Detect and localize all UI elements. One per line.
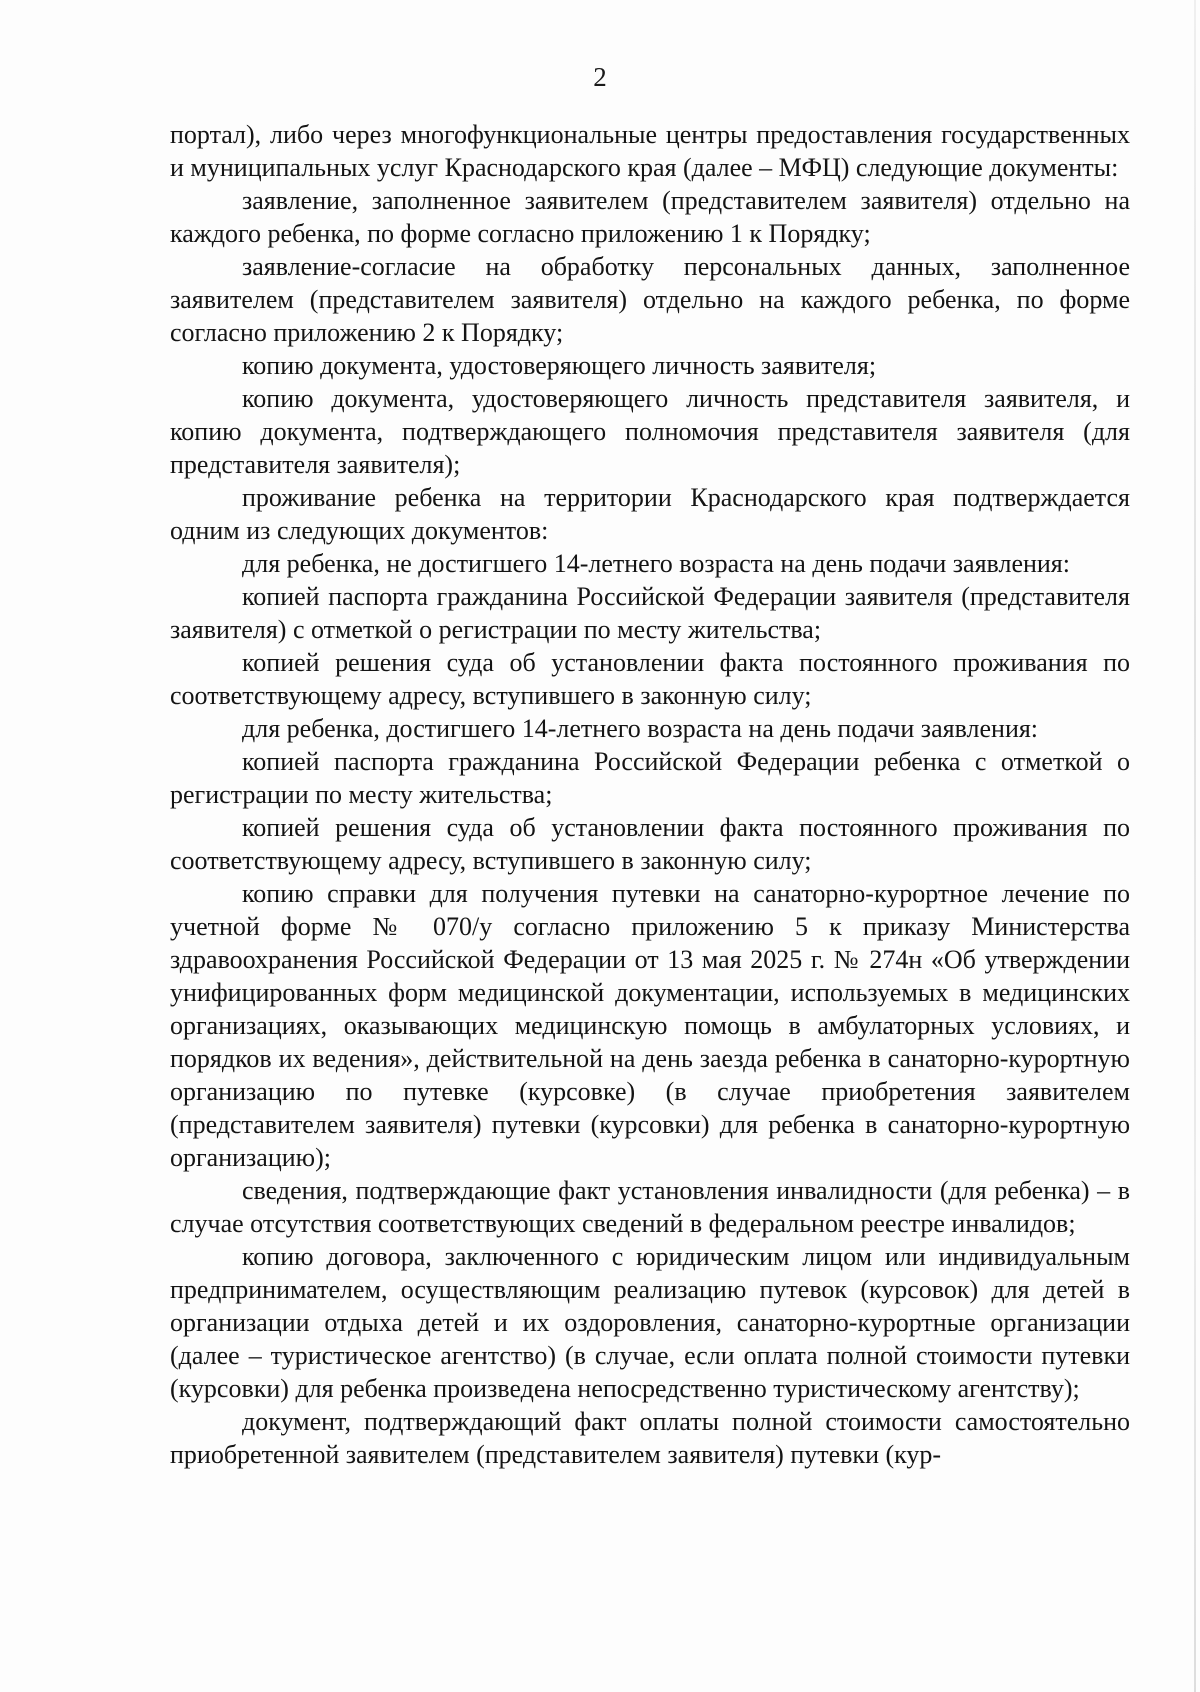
paragraph: копию договора, заключенного с юридическим лицом или индивидуальным предпринимателем, осуществляющим реализацию путевок (курсовок) для детей в организации отдыха детей и их оздоровления, санаторно-курортные организации (далее – туристическое агентство) (в случае, если оплата полной стоимости путевки (курсовки) для ребенка произведена непосредственно туристическому агентству); (170, 1242, 1130, 1403)
paragraph: портал), либо через многофункциональные центры предоставления государственных и муниципальных услуг Краснодарского края (далее – МФЦ) следующие документы: (170, 120, 1130, 182)
paragraph: проживание ребенка на территории Краснодарского края подтверждается одним из следующих документов: (170, 483, 1130, 545)
paragraph: заявление-согласие на обработку персональных данных, заполненное заявителем (представителем заявителя) отдельно на каждого ребенка, по форме согласно приложению 2 к Порядку; (170, 252, 1130, 347)
paragraph: копию документа, удостоверяющего личность представителя заявителя, и копию документа, подтверждающего полномочия представителя заявителя (для представителя заявителя); (170, 384, 1130, 479)
paragraph: сведения, подтверждающие факт установления инвалидности (для ребенка) – в случае отсутствия соответствующих сведений в федеральном реестре инвалидов; (170, 1176, 1130, 1238)
paragraph: копией паспорта гражданина Российской Федерации заявителя (представителя заявителя) с отметкой о регистрации по месту жительства; (170, 582, 1130, 644)
page-number: 2 (593, 62, 607, 92)
paragraph: заявление, заполненное заявителем (представителем заявителя) отдельно на каждого ребенка, по форме согласно приложению 1 к Порядку; (170, 186, 1130, 248)
paragraph: копией паспорта гражданина Российской Федерации ребенка с отметкой о регистрации по месту жительства; (170, 747, 1130, 809)
scan-edge-line (1194, 0, 1196, 1692)
paragraph: для ребенка, не достигшего 14-летнего возраста на день подачи заявления: (242, 549, 1070, 578)
paragraph: документ, подтверждающий факт оплаты полной стоимости самостоятельно приобретенной заявителем (представителем заявителя) путевки (кур- (170, 1407, 1130, 1469)
paragraph: копией решения суда об установлении факта постоянного проживания по соответствующему адресу, вступившего в законную силу; (170, 648, 1130, 710)
paragraph: копию справки для получения путевки на санаторно-курортное лечение по учетной форме № 070/у согласно приложению 5 к приказу Министерства здравоохранения Российской Федерации от 13 мая 2025 г. № 274н «Об утверждении унифицированных форм медицинской документации, используемых в медицинских организациях, оказывающих медицинскую помощь в амбулаторных условиях, и порядков их ведения», действительной на день заезда ребенка в санаторно-курортную организацию по путевке (курсовке) (в случае приобретения заявителем (представителем заявителя) путевки (курсовки) для ребенка в санаторно-курортную организацию); (170, 879, 1130, 1172)
document-body (170, 118, 1130, 1471)
paragraph: для ребенка, достигшего 14-летнего возраста на день подачи заявления: (242, 714, 1039, 743)
paragraph: копию документа, удостоверяющего личность заявителя; (242, 351, 877, 380)
paragraph: копией решения суда об установлении факта постоянного проживания по соответствующему адресу, вступившего в законную силу; (170, 813, 1130, 875)
